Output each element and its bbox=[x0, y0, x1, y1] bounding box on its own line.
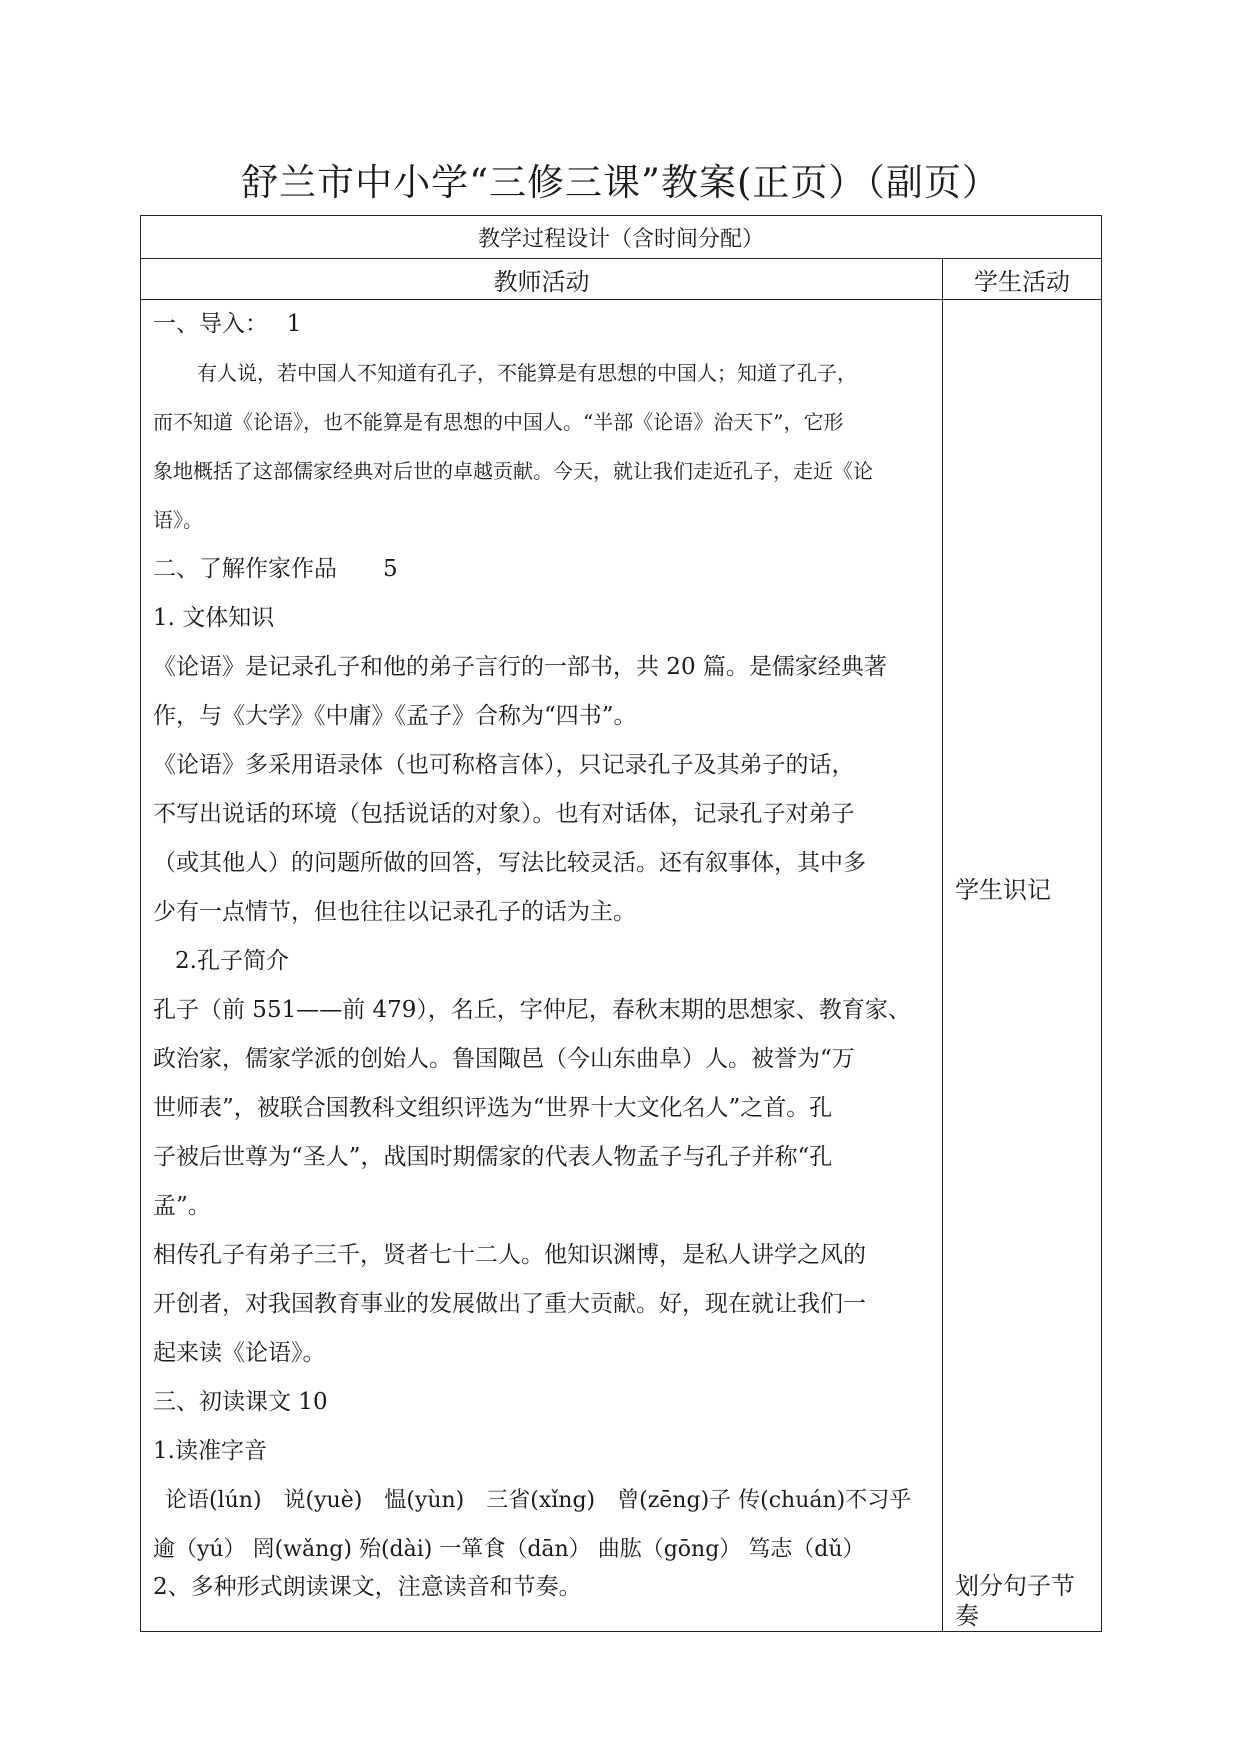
genre-text-line: 少有一点情节，但也往往以记录孔子的话为主。 bbox=[153, 899, 636, 925]
bio-text-line: 孔子（前 551——前 479），名丘，字仲尼，春秋末期的思想家、教育家、 bbox=[153, 997, 911, 1023]
pronunciation-subheading: 1.读准字音 bbox=[153, 1438, 267, 1464]
bio-text-line: 起来读《论语》。 bbox=[153, 1340, 326, 1366]
section-three-heading: 三、初读课文 10 bbox=[153, 1389, 328, 1415]
section-two-heading: 二、了解作家作品 5 bbox=[153, 556, 398, 582]
student-activity-cell bbox=[943, 300, 1102, 1632]
page-title: 舒兰市中小学“三修三课”教案(正页）（副页） bbox=[241, 161, 1000, 204]
student-column-header: 学生活动 bbox=[943, 259, 1102, 300]
intro-paragraph-line: 而不知道《论语》，也不能算是有思想的中国人。“半部《论语》治天下”，它形 bbox=[153, 410, 844, 434]
student-note-memorize: 学生识记 bbox=[955, 876, 1051, 904]
student-note-rhythm: 划分句子节奏 bbox=[955, 1572, 1075, 1630]
intro-paragraph-line: 语》。 bbox=[153, 508, 203, 532]
bio-text-line: 子被后世尊为“圣人”，战国时期儒家的代表人物孟子与孔子并称“孔 bbox=[153, 1144, 833, 1170]
genre-text-line: 《论语》是记录孔子和他的弟子言行的一部书，共 20 篇。是儒家经典著 bbox=[153, 654, 887, 680]
genre-text-line: 《论语》多采用语录体（也可称格言体），只记录孔子及其弟子的话， bbox=[153, 752, 855, 778]
pinyin-line: 论语(lún) 说(yuè) 愠(yùn) 三省(xǐng) 曾(zēng)子 传(chuán)不习乎 bbox=[165, 1488, 912, 1513]
bio-text-line: 开创者，对我国教育事业的发展做出了重大贡献。好，现在就让我们一 bbox=[153, 1291, 866, 1317]
intro-paragraph-line: 象地概括了这部儒家经典对后世的卓越贡献。今天，就让我们走近孔子，走近《论 bbox=[153, 459, 873, 483]
section-header: 教学过程设计（含时间分配） bbox=[141, 216, 1102, 259]
genre-text-line: （或其他人）的问题所做的回答，写法比较灵活。还有叙事体，其中多 bbox=[153, 850, 866, 876]
bio-text-line: 世师表”，被联合国教科文组织评选为“世界十大文化名人”之首。孔 bbox=[153, 1095, 833, 1121]
bio-text-line: 相传孔子有弟子三千，贤者七十二人。他知识渊博，是私人讲学之风的 bbox=[153, 1242, 866, 1268]
bio-text-line: 孟”。 bbox=[153, 1193, 211, 1219]
teacher-activity-cell bbox=[141, 300, 943, 1632]
teacher-column-header: 教师活动 bbox=[141, 259, 943, 300]
genre-subheading: 1. 文体知识 bbox=[153, 605, 275, 631]
intro-heading: 一、导入： 1 bbox=[153, 311, 302, 337]
genre-text-line: 作，与《大学》《中庸》《孟子》合称为“四书”。 bbox=[153, 703, 637, 729]
pinyin-line: 逾（yú） 罔(wǎng) 殆(dài) 一箪食（dān） 曲肱（gōng） 笃志（dǔ） bbox=[153, 1537, 865, 1562]
bio-text-line: 政治家，儒家学派的创始人。鲁国陬邑（今山东曲阜）人。被誉为“万 bbox=[153, 1046, 855, 1072]
lesson-plan-table bbox=[140, 215, 1102, 1632]
intro-paragraph-line: 有人说，若中国人不知道有孔子，不能算是有思想的中国人；知道了孔子， bbox=[197, 361, 857, 385]
confucius-subheading: 2.孔子简介 bbox=[175, 948, 289, 974]
genre-text-line: 不写出说话的环境（包括说话的对象）。也有对话体，记录孔子对弟子 bbox=[153, 801, 855, 827]
reading-instruction: 2、多种形式朗读课文，注意读音和节奏。 bbox=[153, 1574, 582, 1600]
